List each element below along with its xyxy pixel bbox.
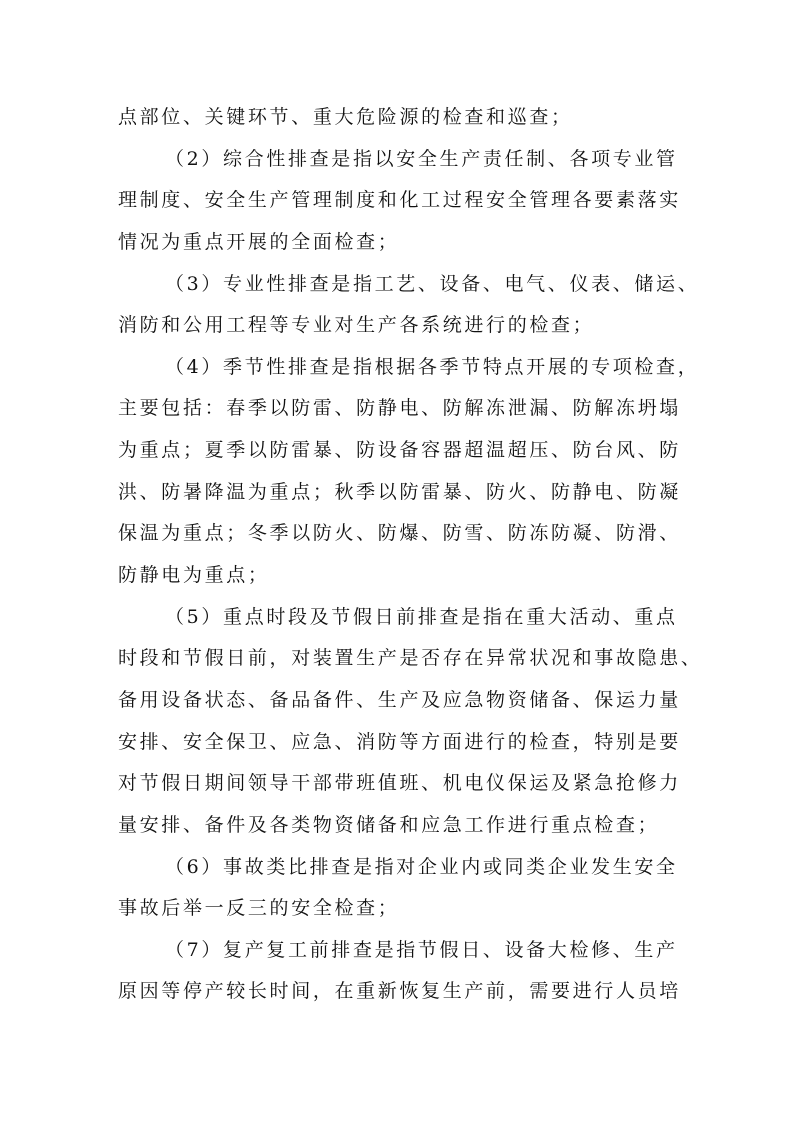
paragraph-2-start: （2）综合性排查是指以安全生产责任制、各项专业管 — [165, 147, 678, 170]
paragraph-7-start: （7）复产复工前排查是指节假日、设备大检修、生产 — [165, 938, 678, 961]
text-line: 主要包括：春季以防雷、防静电、防解冻泄漏、防解冻坍塌 — [118, 397, 681, 420]
text-line: 保温为重点；冬季以防火、防爆、防雪、防冻防凝、防滑、 — [118, 522, 681, 545]
body-text — [118, 97, 703, 1013]
text-line: 原因等停产较长时间，在重新恢复生产前，需要进行人员培 — [118, 980, 681, 1003]
paragraph-6-start: （6）事故类比排查是指对企业内或同类企业发生安全 — [165, 855, 678, 878]
paragraph-5-start: （5）重点时段及节假日前排查是指在重大活动、重点 — [165, 605, 678, 628]
text-line: 量安排、备件及各类物资储备和应急工作进行重点检查； — [118, 813, 660, 836]
paragraph-3-start: （3）专业性排查是指工艺、设备、电气、仪表、储运、 — [165, 272, 700, 295]
text-line: 时段和节假日前，对装置生产是否存在异常状况和事故隐患、 — [118, 647, 703, 670]
text-line: 防静电为重点； — [118, 564, 270, 587]
text-line: 情况为重点开展的全面检查； — [118, 230, 400, 253]
text-line: 消防和公用工程等专业对生产各系统进行的检查； — [118, 314, 595, 337]
text-line: 理制度、安全生产管理制度和化工过程安全管理各要素落实 — [118, 189, 681, 212]
text-line: 为重点；夏季以防雷暴、防设备容器超温超压、防台风、防 — [118, 439, 681, 462]
paragraph-4-start: （4）季节性排查是指根据各季节特点开展的专项检查， — [165, 355, 700, 378]
text-line: 安排、安全保卫、应急、消防等方面进行的检查，特别是要 — [118, 730, 681, 753]
text-line: 点部位、关键环节、重大危险源的检查和巡查； — [118, 106, 573, 128]
text-line: 对节假日期间领导干部带班值班、机电仪保运及紧急抢修力 — [118, 772, 681, 795]
text-line: 备用设备状态、备品备件、生产及应急物资储备、保运力量 — [118, 688, 681, 711]
text-line: 事故后举一反三的安全检查； — [118, 897, 400, 920]
text-line: 洪、防暑降温为重点；秋季以防雷暴、防火、防静电、防凝 — [118, 480, 681, 503]
